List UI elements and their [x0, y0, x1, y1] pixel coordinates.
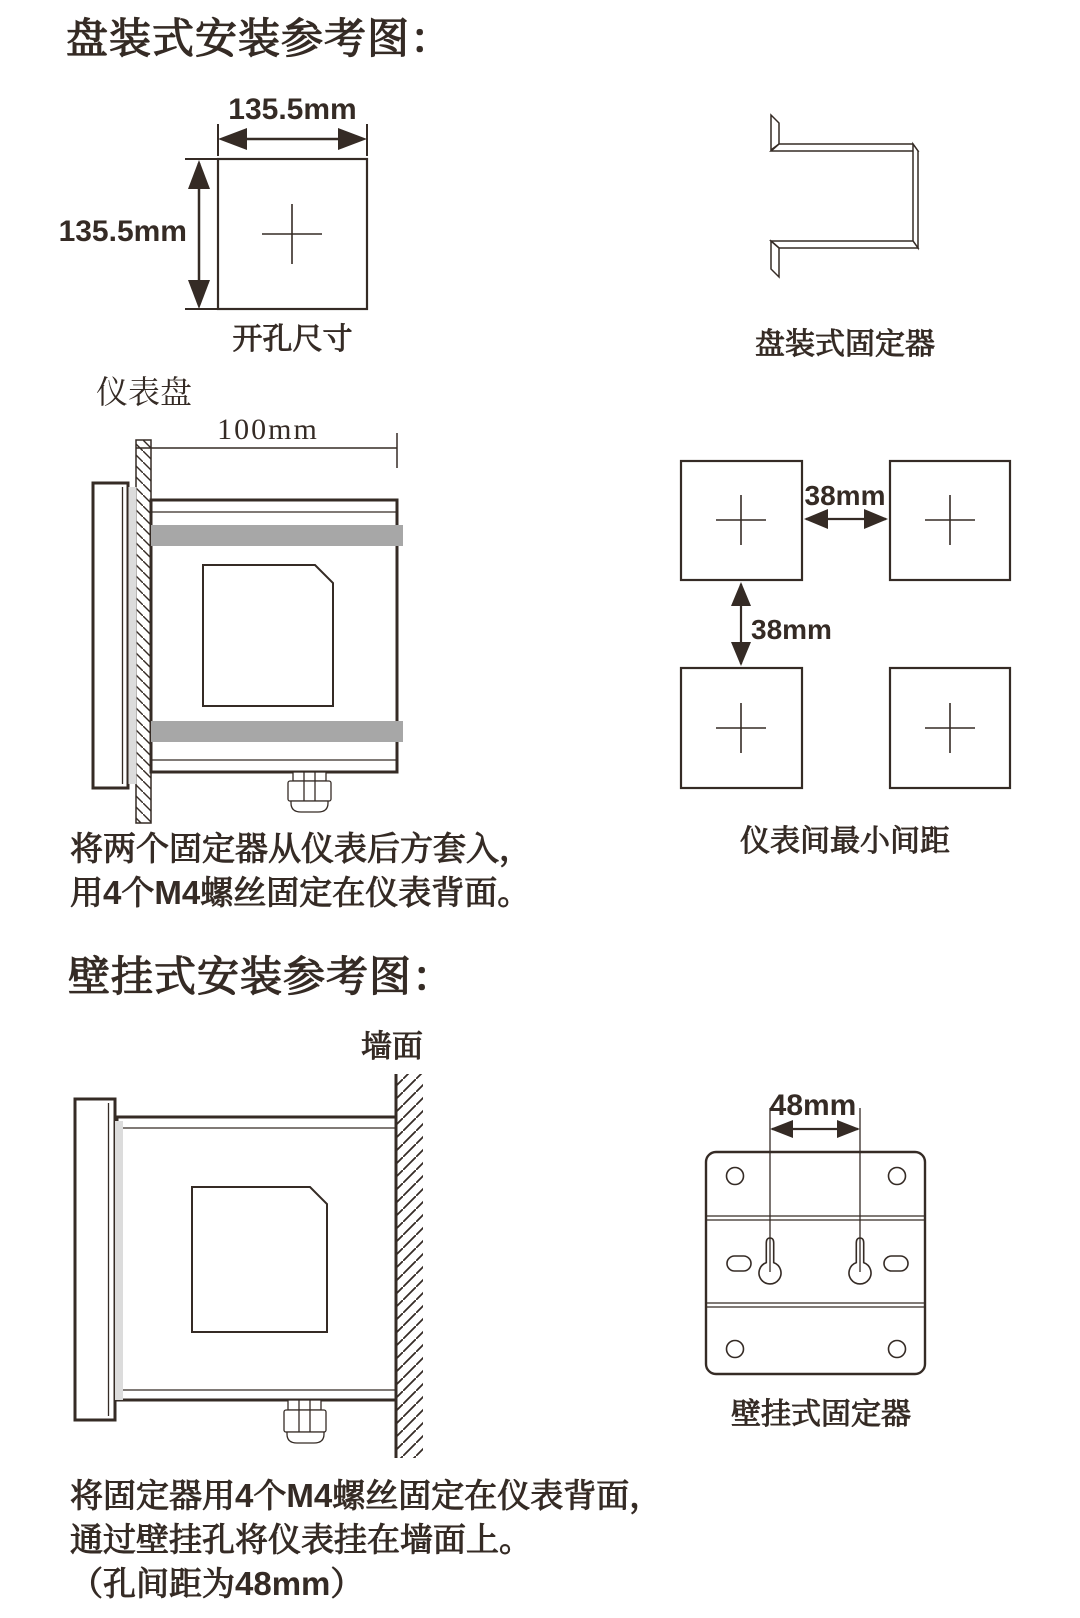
wall-instruction-line-1: 将固定器用4个M4螺丝固定在仪表背面， — [70, 1477, 663, 1514]
wall-instructions — [70, 1474, 662, 1606]
cable-gland — [284, 1400, 326, 1443]
horizontal-spacing-label: 38mm — [804, 480, 886, 511]
wall-instruction-line-2: 通过壁挂孔将仪表挂在墙面上。 — [70, 1521, 532, 1558]
cutout-width-label: 135.5mm — [228, 93, 357, 126]
wall-section-title: 壁挂式安装参考图： — [68, 953, 456, 1000]
cutout-size-diagram — [185, 124, 367, 309]
fixture-bar-top — [151, 525, 403, 546]
wall-hatch — [396, 1074, 423, 1458]
spacing-caption: 仪表间最小间距 — [740, 825, 950, 858]
cutout-height-label: 135.5mm — [58, 215, 187, 248]
panel-mount-side-view — [93, 433, 403, 823]
wall-fixture-plate — [706, 1108, 925, 1374]
panel-instruction-line-1: 将两个固定器从仪表后方套入， — [70, 830, 532, 867]
panel-instruction-line-2: 用4个M4螺丝固定在仪表背面。 — [70, 874, 531, 911]
panel-label: 仪表盘 — [96, 374, 193, 410]
wall-instruction-line-3: （孔间距为48mm） — [70, 1565, 364, 1602]
panel-section-title: 盘装式安装参考图： — [66, 15, 454, 62]
terminal-cover — [203, 565, 333, 706]
panel-fixture-drawing — [771, 115, 918, 277]
terminal-cover — [192, 1187, 327, 1332]
fixture-bar-bottom — [151, 721, 403, 742]
gasket-strip — [129, 487, 137, 784]
wall-fixture-caption: 壁挂式固定器 — [731, 1398, 911, 1431]
panel-fixture-caption: 盘装式固定器 — [755, 328, 935, 361]
cable-gland — [288, 772, 331, 812]
wall-mount-side-view — [75, 1074, 423, 1458]
panel-hatch-strip — [136, 440, 151, 823]
gasket-strip — [115, 1121, 123, 1400]
depth-dimension-label: 100mm — [217, 413, 319, 446]
wall-label: 墙面 — [361, 1029, 423, 1064]
hole-spacing-label: 48mm — [769, 1089, 857, 1122]
vertical-spacing-arrow — [731, 582, 751, 666]
panel-instructions — [70, 827, 532, 915]
width-dimension-arrow — [218, 124, 367, 156]
height-dimension-arrow — [185, 159, 217, 309]
vertical-spacing-label: 38mm — [751, 614, 832, 645]
cutout-caption: 开孔尺寸 — [232, 323, 353, 356]
